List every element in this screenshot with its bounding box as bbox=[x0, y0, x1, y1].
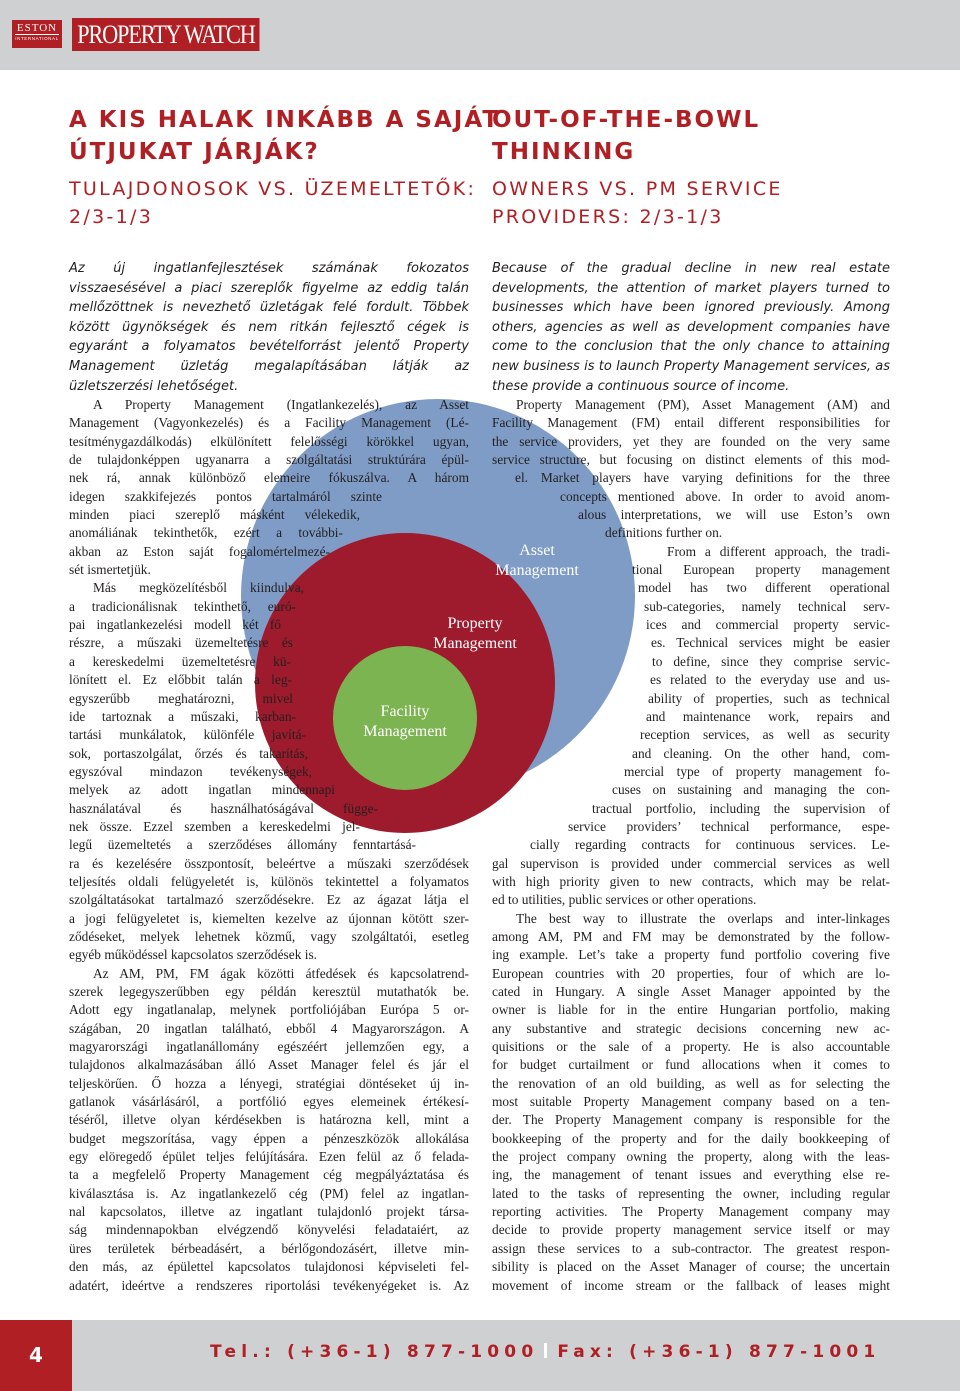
en-text-line: any substantive and strategic decisions concerning new ac- bbox=[492, 1020, 890, 1036]
hu-text-line: teljesítés oldali felügyeletét is, különös tekintettel a folyamatos bbox=[69, 873, 469, 889]
hu-text-line: egyszóval mindazon tevékenységek, bbox=[69, 763, 312, 779]
hu-text-line: tesítménygazdálkodás) elkülönített felelősségi körökkel ugyan, bbox=[69, 433, 469, 449]
en-text-line: The best way to illustrate the overlaps and inter-linkages bbox=[516, 910, 890, 926]
hu-text-line: den más, az épülettel kapcsolatos tulajdonosi képviseleti fel- bbox=[69, 1259, 469, 1275]
hu-text-line: a jogi felügyeletet is, kiemelten kezelve az újonnan kötött szer- bbox=[69, 910, 469, 926]
hu-text-line: akban az Eston saját fogalomértelmezé- bbox=[69, 543, 330, 559]
hu-text-line: ra és kezelésére összpontosít, beleértve a műszaki szerződések bbox=[69, 855, 469, 871]
en-text-line: owner is liable for in the entire Hungarian portfolio, making bbox=[492, 1002, 890, 1018]
hu-text-line: teljeskörűen. Ő hozza a lényegi, stratégiai döntéseket új in- bbox=[69, 1075, 469, 1091]
hu-text-line: budget megszorítása, vagy éppen a pénzeszközök allokálása bbox=[69, 1130, 469, 1146]
hu-text-line: Az AM, PM, FM ágak közötti átfedések és kapcsolatrend- bbox=[93, 965, 469, 981]
hu-text-line: ződéseket, melyek lehetnek közmű, vagy szolgáltatói, esetleg bbox=[69, 928, 469, 944]
en-title: OUT-OF-THE-BOWL THINKING bbox=[492, 107, 761, 165]
hu-text-line: anomáliának tekinthetők, ezért a további- bbox=[69, 525, 343, 541]
hu-text-line: üres területek bérbeadásért, a bérlőgondozásért, illetve min- bbox=[69, 1240, 469, 1256]
hu-text-line: magyarországi ingatlanállomány egészéért jellemzően egy, a bbox=[69, 1039, 469, 1055]
en-text-line: cated in Hungary. A single Asset Manager appointed by the bbox=[492, 984, 890, 999]
property-label-1: Property bbox=[447, 615, 503, 632]
hu-text-line: nek rá, annak különböző elemeire fókuszálva. A három bbox=[69, 470, 469, 486]
hu-intro: Az új ingatlanfejlesztések számának fokozatos visszaesésével a piaci szereplők figyelme az eddig talán mellőzöttnek is nevezhető üzletágak felé fordult. Többek között ügynökségek és nem ritkán fejlesztő cégek is egyaránt a folyamatos bevételforrást jelentő Property Management üzletág megalapításában látják az üzletszerzési lehetőséget. bbox=[69, 261, 469, 394]
en-text-line: service providers’ technical performance, espe- bbox=[568, 818, 890, 834]
en-text-line: sibility is placed on the Asset Manager of course; the uncertain bbox=[492, 1259, 890, 1275]
property-label-2: Management bbox=[433, 635, 517, 652]
en-text-line: mercial type of property management fo- bbox=[624, 763, 890, 779]
hu-title: A KIS HALAK INKÁBB A SAJÁT ÚTJUKAT JÁRJÁK? bbox=[69, 107, 501, 165]
en-text-line: From a different approach, the tradi- bbox=[667, 543, 890, 559]
en-text-line: ing, the management of tenant issues and everything else re- bbox=[492, 1167, 890, 1183]
en-text-line: service structure, but focusing on distinct elements of this mod- bbox=[492, 452, 890, 468]
hu-text-line: a tradicionálisnak tekinthető, euró- bbox=[69, 598, 296, 614]
en-text-line: ices and commercial property servic- bbox=[646, 617, 890, 633]
en-text-line: el. Market players have varying definitions for the three bbox=[515, 470, 890, 486]
hu-text-line: lönített el. Ez előbbit talán a leg- bbox=[69, 672, 292, 688]
en-text-line: Facility Management (FM) entail different responsibilities for bbox=[492, 415, 890, 431]
hu-text-line: legű üzemeltetés a szerződéses állomány fenntartásá- bbox=[69, 837, 416, 853]
en-text-line: and cleaning. On the other hand, com- bbox=[632, 745, 890, 761]
en-text-line: tractual portfolio, including the supervision of bbox=[592, 800, 890, 816]
en-text-line: der. The Property Management company is responsible for the bbox=[492, 1112, 890, 1128]
hu-text-line: idegen szakkifejezés pontos tartalmáról szinte bbox=[69, 488, 382, 504]
phone-number: Tel.: (+36-1) 877-1000 bbox=[210, 1342, 539, 1362]
en-text-line: and maintenance work, repairs and bbox=[646, 708, 890, 724]
en-subtitle: OWNERS VS. PM SERVICE PROVIDERS: 2/3-1/3 bbox=[492, 178, 783, 228]
en-text-line: es. Technical services might be easier bbox=[651, 635, 890, 651]
hu-text-line: gatlanok vásárlásáról, a portfólió egyes elemeinek értékesí- bbox=[69, 1094, 469, 1110]
hu-text-line: Más megközelítésből kiindulva, bbox=[93, 580, 304, 596]
logo-name: ESTON bbox=[16, 22, 58, 34]
contact-info bbox=[210, 1342, 880, 1362]
hu-text-line: ta a megfelelő Property Management cég megpályáztatása és bbox=[69, 1167, 469, 1183]
hu-text-line: nal kapcsolatos, illetve az ingatlant tulajdonló projekt társa- bbox=[69, 1204, 469, 1220]
facility-label-2: Management bbox=[363, 723, 447, 740]
en-text-line: ed to utilities, public services or other operations. bbox=[492, 892, 757, 908]
en-text-line: reception services, as well as security bbox=[640, 727, 890, 743]
section-title: PROPERTY WATCH bbox=[72, 18, 260, 51]
en-text-line: sub-categories, namely technical serv- bbox=[644, 598, 890, 614]
hu-text-line: szerek legegyszerűbben egy példán keresztül mutathatók be. bbox=[69, 984, 469, 999]
en-text-line: cuses on sustaining and managing the con- bbox=[612, 782, 890, 798]
hu-text-line: kiválasztása is. Az ingatlankezelő cég (PM) felel az ingatlan- bbox=[69, 1185, 469, 1201]
hu-text-line: részre, a műszaki üzemeltetésre és bbox=[69, 635, 293, 651]
hu-text-line: ide tartoznak a műszaki, karban- bbox=[69, 708, 296, 724]
facility-label-1: Facility bbox=[380, 703, 430, 720]
en-text-line: assign these services to a sub-contractor. The greatest respon- bbox=[492, 1240, 890, 1256]
en-text-line: gal supervison is provided under commercial services as well bbox=[492, 855, 890, 871]
fax-number: Fax: (+36-1) 877-1001 bbox=[557, 1342, 881, 1362]
en-text-line: alous interpretations, we will use Eston’s own bbox=[578, 507, 890, 523]
en-text-line: tional European property management bbox=[632, 562, 890, 578]
separator bbox=[544, 1343, 547, 1358]
hu-text-line: egyszerűbb meghatározni, mivel bbox=[69, 690, 293, 706]
en-text-line: the project company owning the property, along with the leas- bbox=[492, 1149, 890, 1165]
hu-text-line: tartási munkálatok, különféle javítá- bbox=[69, 727, 306, 743]
en-text-line: to define, since they comprise servic- bbox=[652, 653, 890, 669]
en-text-line: with high priority given to new contracts, which may be relat- bbox=[492, 873, 890, 889]
hu-text-line: egy elöregedő épület teljes felújítására. Ezen felül az ő felada- bbox=[69, 1149, 469, 1165]
en-text-line: concepts mentioned above. In order to avoid anom- bbox=[560, 488, 890, 504]
logo-subtitle: INTERNATIONAL bbox=[15, 36, 59, 41]
en-text-line: European countries with 20 properties, four of which are lo- bbox=[492, 965, 890, 981]
asset-label-2: Management bbox=[495, 562, 579, 579]
hu-text-line: pai ingatlankezelési modell két fő bbox=[69, 617, 281, 633]
en-text-line: quisitions or the sale of a property. He is also accountable bbox=[492, 1039, 890, 1055]
asset-label-1: Asset bbox=[519, 542, 555, 559]
hu-text-line: szágában, 20 ingatlan található, ebből 4 Magyarországon. A bbox=[69, 1020, 469, 1036]
en-intro: Because of the gradual decline in new real estate developments, the attention of market players turned to businesses which have been ignored previously. Among others, agencies as well as development companies have come to the conclusion that the only chance to attaining new business is to launch Property Management services, as these provide a continuous source of income. bbox=[492, 261, 890, 394]
en-text-line: ing example. Let’s take a property fund portfolio covering five bbox=[492, 947, 890, 963]
hu-text-line: sét ismertetjük. bbox=[69, 562, 151, 578]
hu-text-line: A Property Management (Ingatlankezelés), az Asset bbox=[93, 397, 469, 412]
en-text-line: the renovation of an old building, as well as for selecting the bbox=[492, 1075, 890, 1091]
en-text-line: among AM, PM and FM may be demonstrated by the follow- bbox=[492, 928, 890, 944]
hu-text-line: nek össze. Ezzel szemben a kereskedelmi jel- bbox=[69, 818, 360, 834]
page-number: 4 bbox=[0, 1320, 72, 1391]
en-text-line: cially regarding contracts for continuous services. Le- bbox=[530, 837, 890, 853]
hu-text-line: de tulajdonképpen ugyanarra a szolgáltatási struktúrára épül- bbox=[69, 452, 469, 468]
en-text-line: definitions further on. bbox=[605, 525, 723, 541]
hu-text-line: melyek az adott ingatlan mindennapi bbox=[69, 782, 335, 798]
en-text-line: for budget curtailment or fund allocations when it comes to bbox=[492, 1057, 890, 1073]
hu-text-line: használatával és használhatóságával függe- bbox=[69, 800, 378, 816]
en-text-line: Property Management (PM), Asset Management (AM) and bbox=[516, 397, 890, 412]
hu-text-line: sok, portaszolgálat, őrzés és takarítás, bbox=[69, 745, 308, 761]
hu-text-line: minden piaci szereplő másként vélekedik, bbox=[69, 507, 360, 523]
en-text-line: decide to provide property management service itself or may bbox=[492, 1222, 890, 1238]
hu-text-line: a kereskedelmi üzemeltetésre kü- bbox=[69, 653, 291, 669]
hu-text-line: Adott egy ingatlanalap, melynek portfoliójában Európa 5 or- bbox=[69, 1002, 469, 1018]
en-body-text bbox=[0, 396, 960, 1295]
hu-text-line: Management (Vagyonkezelés) és a Facility Management (Lé- bbox=[69, 415, 469, 431]
en-text-line: movement of income stream or the fallback of leases might bbox=[492, 1277, 890, 1293]
en-text-line: bookkeeping of the property and for the daily bookkeeping of bbox=[492, 1130, 890, 1146]
en-text-line: reporting activities. The Property Management company may bbox=[492, 1204, 890, 1220]
hu-text-line: adatért, ideértve a rendszeres riportolási tevékenyégeket is. Az bbox=[69, 1277, 469, 1293]
en-text-line: es related to the everyday use and us- bbox=[650, 672, 890, 688]
en-text-line: ability of properties, such as technical bbox=[648, 690, 890, 706]
hu-text-line: szolgáltatásokat tartalmazó szerződésekre. Ez az ágazat látja el bbox=[69, 892, 469, 908]
hu-text-line: egyéb működéssel kapcsolatos szerződések is. bbox=[69, 947, 318, 963]
hu-text-line: tulajdonos alkalmazásában álló Asset Manager felel és jár el bbox=[69, 1057, 469, 1073]
en-text-line: model has two different operational bbox=[638, 580, 890, 596]
hu-text-line: téséről, illetve olyan kérdésekben is határozna kell, mint a bbox=[69, 1112, 469, 1128]
en-text-line: lated to the tasks of representing the owner, including regular bbox=[492, 1185, 890, 1201]
en-text-line: most suitable Property Management company based on a ten- bbox=[492, 1094, 890, 1110]
hu-text-line: ság mindennapokban elvégzendő könyvelési feladataiért, az bbox=[69, 1222, 469, 1238]
hu-subtitle: TULAJDONOSOK VS. ÜZEMELTETŐK: 2/3-1/3 bbox=[69, 178, 477, 228]
en-text-line: the service providers, yet they are founded on the very same bbox=[492, 433, 890, 449]
